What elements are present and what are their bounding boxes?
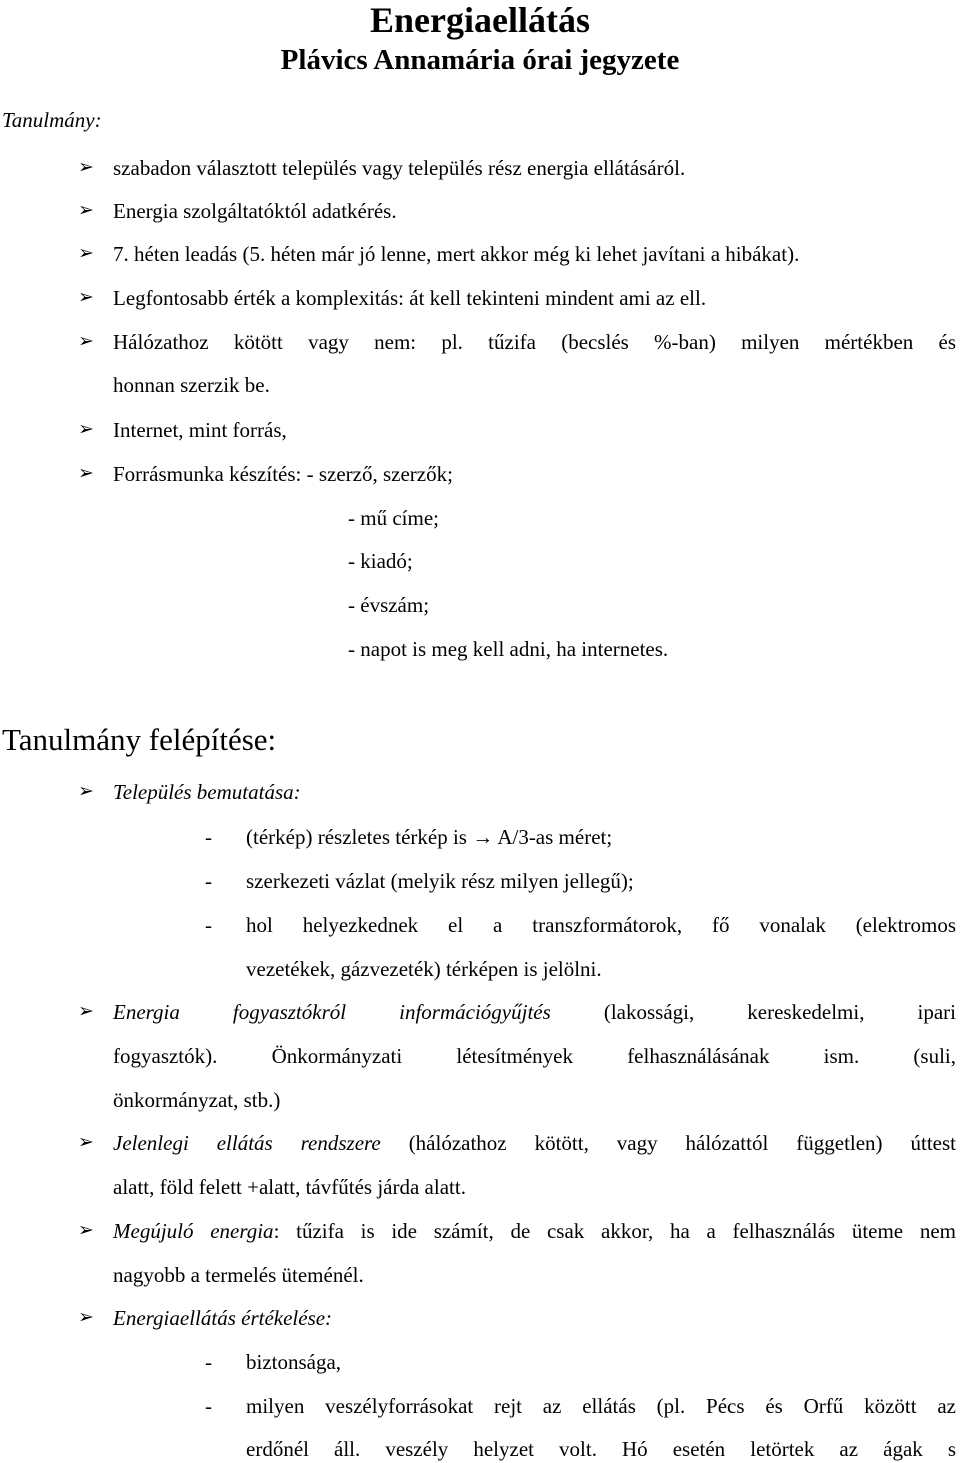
intro-item: Internet, mint forrás, bbox=[113, 418, 287, 442]
consumers-line: önkormányzat, stb.) bbox=[113, 1088, 281, 1112]
bullet-icon: ➢ bbox=[78, 463, 94, 484]
evaluation-item: milyen veszélyforrásokat rejt az ellátás (pl. Pécs és Orfű között az bbox=[246, 1394, 956, 1418]
settlement-label: Település bemutatása: bbox=[113, 780, 301, 804]
evaluation-item-continuation: erdőnél áll. veszély helyzet volt. Hó esetén letörtek az ágak s bbox=[246, 1437, 956, 1461]
intro-item: Forrásmunka készítés: - szerző, szerzők; bbox=[113, 462, 453, 486]
intro-label: Tanulmány: bbox=[2, 108, 102, 132]
dash-marker: - bbox=[205, 1394, 212, 1418]
bullet-icon: ➢ bbox=[78, 781, 94, 802]
source-sub-item: - kiadó; bbox=[348, 549, 413, 573]
settlement-item: (térkép) részletes térkép is → A/3-as méret; bbox=[246, 825, 613, 849]
bullet-icon: ➢ bbox=[78, 331, 94, 352]
dash-marker: - bbox=[205, 825, 212, 849]
dash-marker: - bbox=[205, 869, 212, 893]
bullet-icon: ➢ bbox=[78, 287, 94, 308]
source-sub-item: - évszám; bbox=[348, 593, 430, 617]
dash-marker: - bbox=[205, 1350, 212, 1374]
source-sub-item: - napot is meg kell adni, ha internetes. bbox=[348, 637, 669, 661]
intro-item-continuation: honnan szerzik be. bbox=[113, 373, 270, 397]
bullet-icon: ➢ bbox=[78, 243, 94, 264]
bullet-icon: ➢ bbox=[78, 200, 94, 221]
consumers-line: fogyasztók). Önkormányzati létesítmények felhasználásának ism. (suli, bbox=[113, 1044, 956, 1068]
consumers-line: Energia fogyasztókról információgyűjtés (lakossági, kereskedelmi, ipari bbox=[113, 1000, 956, 1024]
evaluation-label: Energiaellátás értékelése: bbox=[113, 1306, 333, 1330]
bullet-icon: ➢ bbox=[78, 419, 94, 440]
bullet-icon: ➢ bbox=[78, 1132, 94, 1153]
document-title: Energiaellátás bbox=[370, 0, 590, 40]
settlement-item: hol helyezkednek el a transzformátorok, fő vonalak (elektromos bbox=[246, 913, 956, 937]
intro-item: szabadon választott település vagy település rész energia ellátásáról. bbox=[113, 156, 686, 180]
bullet-icon: ➢ bbox=[78, 1307, 94, 1328]
intro-item: Hálózathoz kötött vagy nem: pl. tűzifa (becslés %-ban) milyen mértékben és bbox=[113, 330, 956, 354]
settlement-item: szerkezeti vázlat (melyik rész milyen jellegű); bbox=[246, 869, 634, 893]
document-subtitle: Plávics Annamária órai jegyzete bbox=[280, 44, 680, 76]
intro-item: Legfontosabb érték a komplexitás: át kell tekinteni mindent ami az ell. bbox=[113, 286, 707, 310]
evaluation-item: biztonsága, bbox=[246, 1350, 342, 1374]
renewable-line: nagyobb a termelés üteménél. bbox=[113, 1263, 364, 1287]
settlement-item-continuation: vezetékek, gázvezeték) térképen is jelölni. bbox=[246, 957, 602, 981]
renewable-line: Megújuló energia: tűzifa is ide számít, de csak akkor, ha a felhasználás üteme nem bbox=[113, 1219, 956, 1243]
bullet-icon: ➢ bbox=[78, 1001, 94, 1022]
source-sub-item: - mű címe; bbox=[348, 506, 439, 530]
intro-item: Energia szolgáltatóktól adatkérés. bbox=[113, 199, 397, 223]
intro-item: 7. héten leadás (5. héten már jó lenne, mert akkor még ki lehet javítani a hibákat). bbox=[113, 242, 800, 266]
bullet-icon: ➢ bbox=[78, 1220, 94, 1241]
current-system-line: Jelenlegi ellátás rendszere (hálózathoz kötött, vagy hálózattól független) úttest bbox=[113, 1131, 956, 1155]
current-system-line: alatt, föld felett +alatt, távfűtés járda alatt. bbox=[113, 1175, 466, 1199]
bullet-icon: ➢ bbox=[78, 157, 94, 178]
dash-marker: - bbox=[205, 913, 212, 937]
section-heading: Tanulmány felépítése: bbox=[2, 722, 277, 757]
